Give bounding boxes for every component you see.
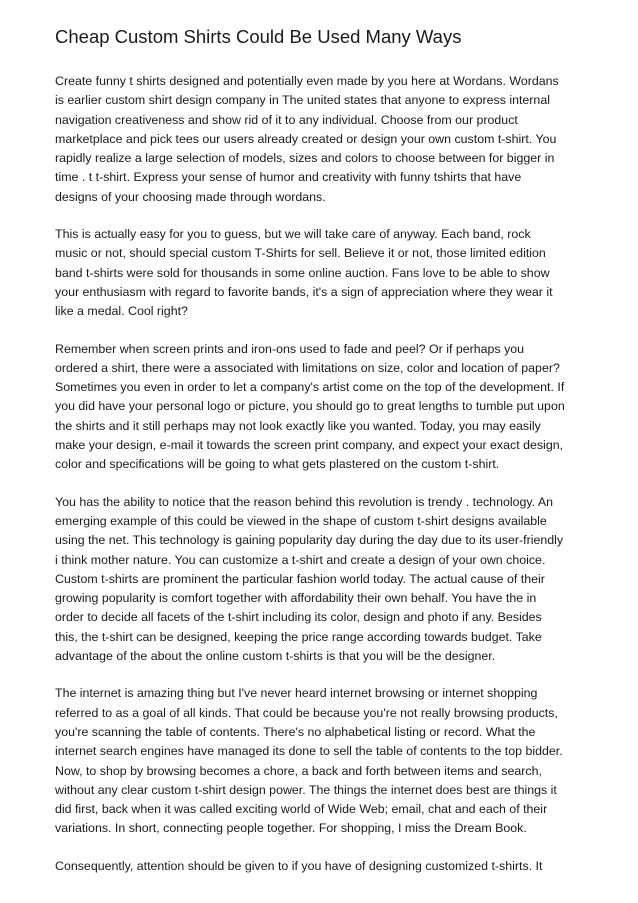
text-line: you did have your personal logo or picture, you should go to great lengths to tumble put upon <box>55 399 565 414</box>
text-line: this, the t-shirt can be designed, keeping the price range according towards budget. Take <box>55 629 542 644</box>
text-line: make your design, e-mail it towards the screen print company, and expect your exact design, <box>55 438 564 453</box>
text-line: advantage of the about the online custom t-shirts is that you will be the designer. <box>55 649 496 664</box>
text-line: designs of your choosing made through wordans. <box>55 189 326 204</box>
paragraph-1 <box>55 72 595 207</box>
paragraph-4 <box>55 493 595 667</box>
text-line: marketplace and pick tees our users already created or design your own custom t-shirt. You <box>55 131 557 146</box>
text-line: time . t t-shirt. Express your sense of humor and creativity with funny tshirts that have <box>55 170 522 185</box>
text-line: color and specifications will be going to what gets plastered on the custom t-shirt. <box>55 457 500 472</box>
text-line: internet search engines have managed its done to sell the table of contents to the top bidder. <box>55 744 563 759</box>
text-line: is earlier custom shirt design company in The united states that anyone to express internal <box>55 93 550 108</box>
text-line: Sometimes you even in order to let a company's artist come on the top of the development. If <box>55 380 565 395</box>
text-line: referred to as a goal of all kinds. That could be because you're not really browsing products, <box>55 705 558 720</box>
text-line: i think mother nature. You can customize a t-shirt and create a design of your own choice. <box>55 552 546 567</box>
text-line: You has the ability to notice that the reason behind this revolution is trendy . technology. An <box>55 494 554 509</box>
text-line: rapidly realize a large selection of models, sizes and colors to choose between for bigger in <box>55 151 555 166</box>
document-page <box>55 26 595 894</box>
text-line: music or not, should special custom T-Shirts for sell. Believe it or not, those limited edition <box>55 246 546 261</box>
text-line: without any clear custom t-shirt design power. The things the internet does best are things it <box>55 782 557 797</box>
text-line: band t-shirts were sold for thousands in some online auction. Fans love to be able to show <box>55 265 550 280</box>
text-line: growing popularity is comfort together with affordability their own behalf. You have the in <box>55 591 537 606</box>
text-line: ordered a shirt, there were a associated with limitations on size, color and location of paper? <box>55 360 560 375</box>
text-line: you're scanning the table of contents. There's no alphabetical listing or record. What the <box>55 724 536 739</box>
text-line: order to decide all facets of the t-shirt including its color, design and photo if any. Besides <box>55 610 542 625</box>
text-line: Remember when screen prints and iron-ons used to fade and peel? Or if perhaps you <box>55 341 525 356</box>
document-title: Cheap Custom Shirts Could Be Used Many Ways <box>55 26 462 47</box>
text-line: using the net. This technology is gaining popularity day during the day due to its user-friendly <box>55 533 564 548</box>
text-line: The internet is amazing thing but I've never heard internet browsing or internet shopping <box>55 686 538 701</box>
text-line: did first, back when it was called exciting world of Wide Web; email, chat and each of their <box>55 802 548 817</box>
paragraph-5 <box>55 684 595 838</box>
text-line: like a medal. Cool right? <box>55 304 188 319</box>
text-line: your enthusiasm with regard to favorite bands, it's a sign of appreciation where they wear it <box>55 284 553 299</box>
paragraph-3 <box>55 340 595 475</box>
text-line: navigation creativeness and show rid of it to any individual. Choose from our product <box>55 112 518 127</box>
text-line: Custom t-shirts are prominent the particular fashion world today. The actual cause of their <box>55 571 545 586</box>
paragraph-6 <box>55 857 595 876</box>
text-line: Now, to shop by browsing becomes a chore, a back and forth between items and search, <box>55 763 542 778</box>
paragraph-2 <box>55 225 595 321</box>
text-line: variations. In short, connecting people together. For shopping, I miss the Dream Book. <box>55 821 527 836</box>
text-line: Create funny t shirts designed and potentially even made by you here at Wordans. Wordans <box>55 74 559 88</box>
text-line: This is actually easy for you to guess, but we will take care of anyway. Each band, rock <box>55 227 531 242</box>
text-line: the shirts and it still perhaps may not look exactly like you wanted. Today, you may easily <box>55 418 541 433</box>
text-line: Consequently, attention should be given to if you have of designing customized t-shirts. It <box>55 858 543 873</box>
text-line: emerging example of this could be viewed in the shape of custom t-shirt designs available <box>55 513 547 528</box>
